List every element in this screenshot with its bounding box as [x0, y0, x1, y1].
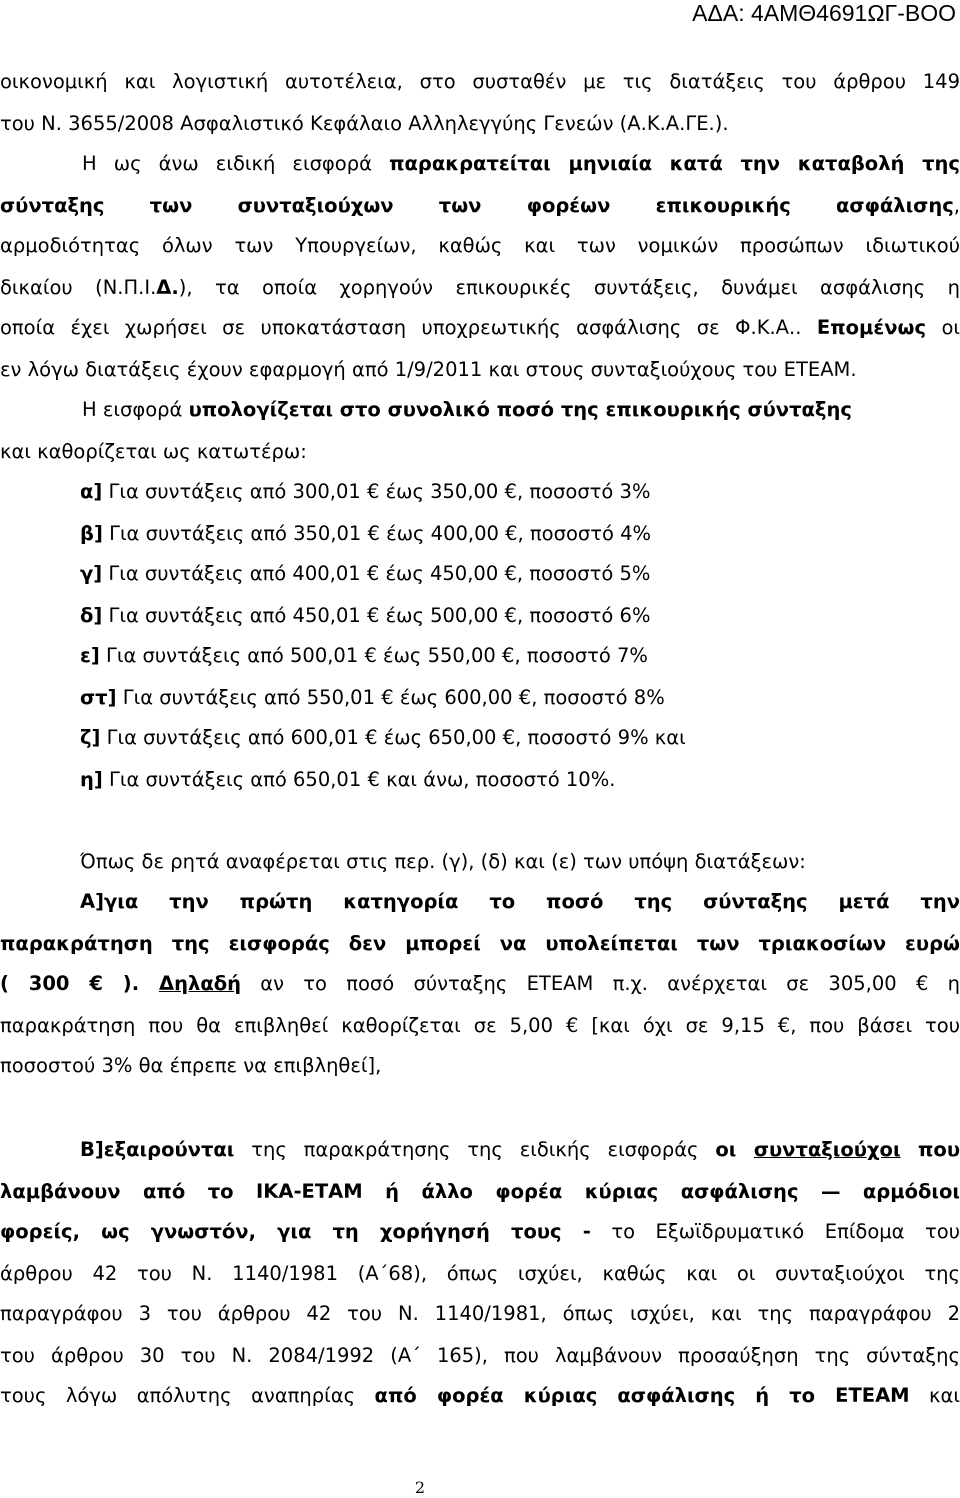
p4-line-6: ποσοστού 3% θα έπρεπε να επιβληθεί],	[0, 1054, 382, 1077]
list-item-d: δ] Για συντάξεις από 450,01 € έως 500,00 €, ποσοστό 6%	[80, 604, 651, 627]
p1-line-1: οικονομική και λογιστική αυτοτέλεια, στο συσταθέν με τις διατάξεις του άρθρου 149	[0, 70, 960, 93]
p4-line-4: ( 300 € ). Δηλαδή αν το ποσό σύνταξης ΕΤΕΑΜ π.χ. ανέρχεται σε 305,00 € η	[0, 972, 960, 995]
p5-line-5: παραγράφου 3 του άρθρου 42 του Ν. 1140/1981, όπως ισχύει, και της παραγράφου 2	[0, 1302, 960, 1325]
p2-line-6: εν λόγω διατάξεις έχουν εφαρμογή από 1/9/2011 και στους συνταξιούχους του ΕΤΕΑΜ.	[0, 358, 857, 381]
p5-line-3: φορείς, ως γνωστόν, για τη χορήγησή τους - το Εξωϊδρυματικό Επίδομα του	[0, 1220, 960, 1243]
p1-line-2: του Ν. 3655/2008 Ασφαλιστικό Κεφάλαιο Αλληλεγγύης Γενεών (Α.Κ.Α.ΓΕ.).	[0, 112, 729, 135]
p3-line-1: Η εισφορά υπολογίζεται στο συνολικό ποσό της επικουρικής σύνταξης	[82, 398, 852, 421]
p2-line-1: Η ως άνω ειδική εισφορά παρακρατείται μηνιαία κατά την καταβολή της	[82, 152, 960, 175]
p3-line-2: και καθορίζεται ως κατωτέρω:	[0, 440, 307, 463]
p5-line-2: λαμβάνουν από το ΙΚΑ-ΕΤΑΜ ή άλλο φορέα κύριας ασφάλισης — αρμόδιοι	[0, 1180, 960, 1203]
p2-line-4: δικαίου (Ν.Π.Ι.Δ.), τα οποία χορηγούν επικουρικές συντάξεις, δυνάμει ασφάλισης η	[0, 276, 960, 299]
p5-line-7: τους λόγω απόλυτης αναπηρίας από φορέα κύριας ασφάλισης ή το ΕΤΕΑΜ και	[0, 1384, 960, 1407]
page-number: 2	[414, 1478, 426, 1497]
p2-line-3: αρμοδιότητας όλων των Υπουργείων, καθώς και των νομικών προσώπων ιδιωτικού	[0, 234, 960, 257]
list-item-st: στ] Για συντάξεις από 550,01 € έως 600,00 €, ποσοστό 8%	[80, 686, 665, 709]
list-item-b: β] Για συντάξεις από 350,01 € έως 400,00 €, ποσοστό 4%	[80, 522, 652, 545]
list-item-a: α] Για συντάξεις από 300,01 € έως 350,00 €, ποσοστό 3%	[80, 480, 651, 503]
p5-line-6: του άρθρου 30 του Ν. 2084/1992 (Α΄ 165), που λαμβάνουν προσαύξηση της σύνταξης	[0, 1344, 960, 1367]
p4-line-3: παρακράτηση της εισφοράς δεν μπορεί να υπολείπεται των τριακοσίων ευρώ	[0, 932, 960, 955]
list-item-c: γ] Για συντάξεις από 400,01 € έως 450,00 €, ποσοστό 5%	[80, 562, 651, 585]
p2-line-2: σύνταξης των συνταξιούχων των φορέων επικουρικής ασφάλισης,	[0, 194, 960, 217]
p2-line-5: οποία έχει χωρήσει σε υποκατάσταση υποχρεωτικής ασφάλισης σε Φ.Κ.Α.. Επομένως οι	[0, 316, 960, 339]
list-item-i: η] Για συντάξεις από 650,01 € και άνω, ποσοστό 10%.	[80, 768, 616, 791]
p5-line-1: Β]εξαιρούνται της παρακράτησης της ειδικής εισφοράς οι συνταξιούχοι που	[80, 1138, 960, 1161]
p4-line-1: Όπως δε ρητά αναφέρεται στις περ. (γ), (δ) και (ε) των υπόψη διατάξεων:	[80, 850, 806, 873]
list-item-e: ε] Για συντάξεις από 500,01 € έως 550,00 €, ποσοστό 7%	[80, 644, 648, 667]
ada-code: ΑΔΑ: 4ΑΜΘ4691ΩΓ-ΒΟΟ	[692, 0, 956, 26]
p5-line-4: άρθρου 42 του Ν. 1140/1981 (Α΄68), όπως ισχύει, καθώς και οι συνταξιούχοι της	[0, 1262, 960, 1285]
p4-line-2: Α]για την πρώτη κατηγορία το ποσό της σύνταξης μετά την	[80, 890, 960, 913]
list-item-z: ζ] Για συντάξεις από 600,01 € έως 650,00 €, ποσοστό 9% και	[80, 726, 686, 749]
p4-line-5: παρακράτηση που θα επιβληθεί καθορίζεται σε 5,00 € [και όχι σε 9,15 €, που βάσει του	[0, 1014, 960, 1037]
